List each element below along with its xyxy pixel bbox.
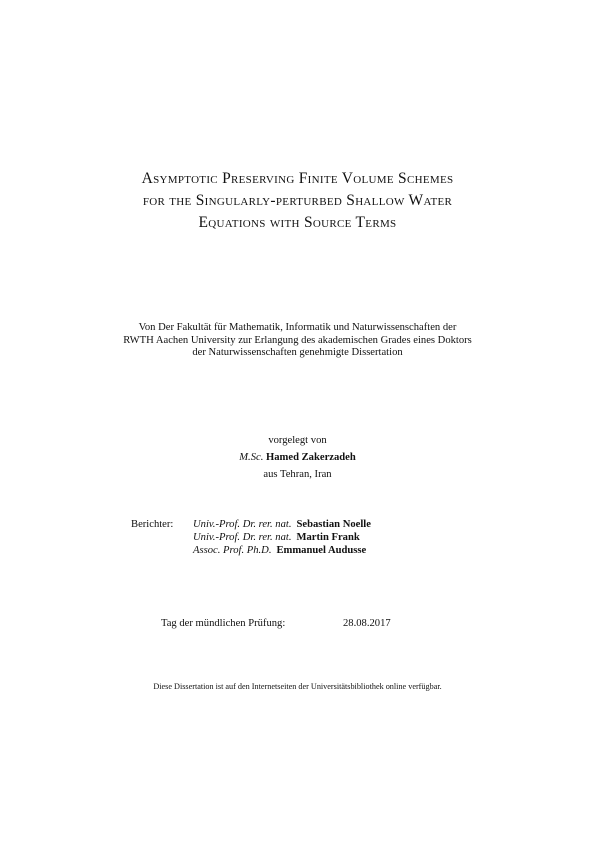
author-name: Hamed Zakerzadeh: [266, 452, 356, 463]
faculty-line-3: der Naturwissenschaften genehmigte Dissertation: [192, 347, 403, 358]
exam-date-value: 28.08.2017: [343, 618, 391, 629]
availability-note: Diese Dissertation ist auf den Internetseiten der Universitätsbibliothek online verfügbar.: [153, 682, 442, 691]
referee-name: Sebastian Noelle: [296, 519, 371, 530]
title-line-1: Asymptotic Preserving Finite Volume Schemes: [141, 170, 454, 187]
referees-label-spacer: [131, 544, 193, 557]
referee-name: Martin Frank: [296, 532, 360, 543]
referee-name: Emmanuel Audusse: [276, 545, 367, 556]
referees-label-spacer: [131, 531, 193, 544]
author-degree: M.Sc.: [239, 452, 264, 463]
referees-label: Berichter:: [131, 519, 174, 530]
referee-row: [131, 518, 371, 531]
faculty-line-2: RWTH Aachen University zur Erlangung des akademischen Grades eines Doktors: [123, 334, 472, 346]
exam-date-line: [161, 618, 391, 629]
dissertation-title: [0, 168, 595, 234]
faculty-statement: [0, 322, 595, 360]
referee-title: Univ.-Prof. Dr. rer. nat.: [193, 532, 292, 543]
referee-row: [131, 531, 371, 544]
author-line: [0, 449, 595, 466]
presented-by-block: [0, 432, 595, 483]
referee-title: Assoc. Prof. Ph.D.: [193, 545, 272, 556]
referees-block: [131, 518, 371, 557]
presented-by-label: vorgelegt von: [268, 435, 327, 446]
faculty-line-1: Von Der Fakultät für Mathematik, Informatik und Naturwissenschaften der: [138, 322, 457, 333]
referee-row: [131, 544, 371, 557]
title-line-3: Equations with Source Terms: [198, 214, 397, 231]
referee-title: Univ.-Prof. Dr. rer. nat.: [193, 519, 292, 530]
author-origin: aus Tehran, Iran: [263, 469, 332, 480]
title-line-2: for the Singularly-perturbed Shallow Water: [142, 192, 453, 209]
exam-date-label: Tag der mündlichen Prüfung:: [161, 618, 286, 629]
